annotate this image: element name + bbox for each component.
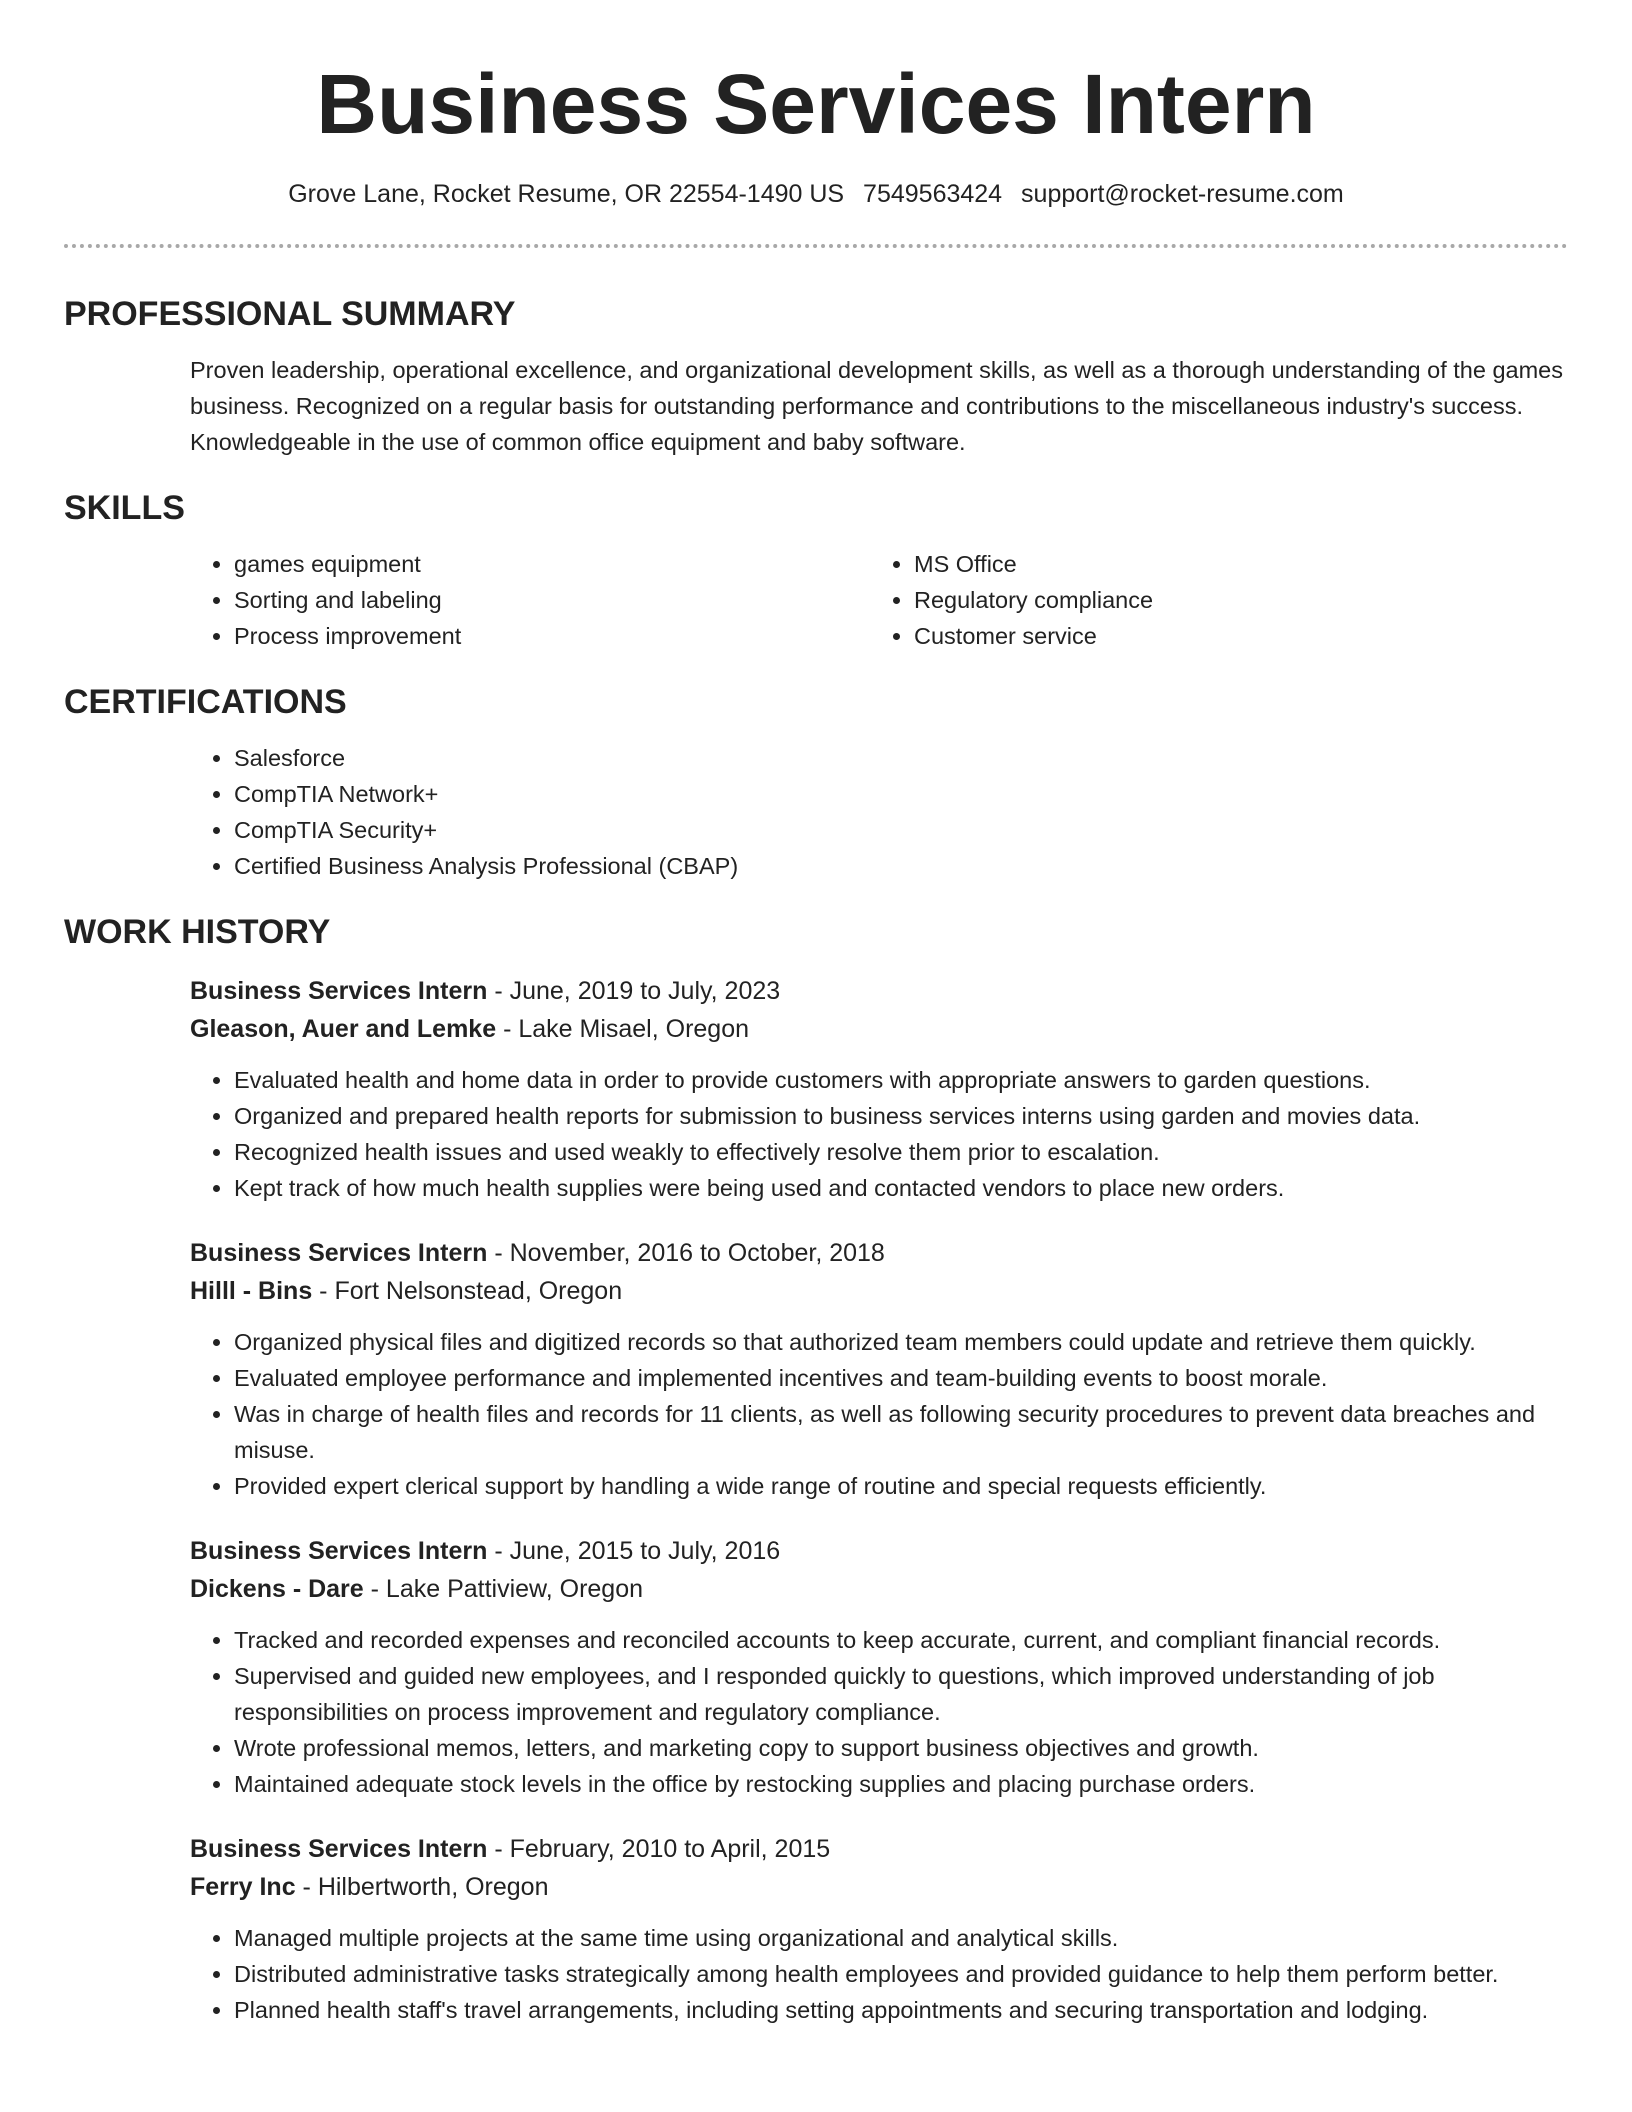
list-item: • CompTIA Network+ — [234, 776, 1568, 812]
section-title-certifications: CERTIFICATIONS — [64, 683, 347, 721]
list-item: • Managed multiple projects at the same time using organizational and analytical skills. — [234, 1920, 1568, 1956]
job-bullets — [190, 1622, 1568, 1802]
list-item: • Supervised and guided new employees, and I responded quickly to questions, which improved understanding of job responsibilities on process improvement and regulatory compliance. — [234, 1658, 1568, 1730]
list-item: • MS Office — [914, 546, 1550, 582]
job-bullets — [190, 1920, 1568, 2028]
job-title: Business Services Intern — [190, 1537, 488, 1565]
contact-line — [64, 178, 1568, 210]
job-company-line — [190, 1272, 1568, 1310]
job-bullets — [190, 1324, 1568, 1504]
contact-address: Grove Lane, Rocket Resume, OR 22554-1490 US — [288, 180, 845, 208]
list-item: • Evaluated health and home data in order to provide customers with appropriate answers to garden questions. — [234, 1062, 1568, 1098]
job-company: Hilll - Bins — [190, 1277, 313, 1305]
job-location: - Lake Pattiview, Oregon — [363, 1575, 644, 1603]
list-item: • Customer service — [914, 618, 1550, 654]
list-item: • Evaluated employee performance and implemented incentives and team-building events to boost morale. — [234, 1360, 1568, 1396]
list-item: • Organized physical files and digitized records so that authorized team members could update and retrieve them quickly. — [234, 1324, 1568, 1360]
job-title-line — [190, 1830, 1568, 1868]
skills-list-left — [190, 546, 870, 654]
skills-column-right — [870, 546, 1550, 654]
list-item: • Sorting and labeling — [234, 582, 870, 618]
list-item: • Kept track of how much health supplies were being used and contacted vendors to place new orders. — [234, 1170, 1568, 1206]
list-item: • Distributed administrative tasks strategically among health employees and provided guidance to help them perform better. — [234, 1956, 1568, 1992]
job-company: Gleason, Auer and Lemke — [190, 1015, 497, 1043]
job-title-line — [190, 1234, 1568, 1272]
job-entry — [190, 972, 1568, 1206]
list-item: • Planned health staff's travel arrangements, including setting appointments and securing transportation and lodging. — [234, 1992, 1568, 2028]
job-title-line — [190, 1532, 1568, 1570]
job-entry — [190, 1532, 1568, 1802]
list-item: • Salesforce — [234, 740, 1568, 776]
job-location: - Hilbertworth, Oregon — [295, 1873, 549, 1901]
list-item: • Was in charge of health files and records for 11 clients, as well as following security procedures to prevent data breaches and misuse. — [234, 1396, 1568, 1468]
job-entry — [190, 1234, 1568, 1504]
list-item: • Organized and prepared health reports for submission to business services interns using garden and movies data. — [234, 1098, 1568, 1134]
list-item: • Wrote professional memos, letters, and marketing copy to support business objectives and growth. — [234, 1730, 1568, 1766]
skills-column-left — [190, 546, 870, 654]
job-bullets — [190, 1062, 1568, 1206]
job-company: Dickens - Dare — [190, 1575, 364, 1603]
list-item: • Certified Business Analysis Professional (CBAP) — [234, 848, 1568, 884]
job-company: Ferry Inc — [190, 1873, 296, 1901]
list-item: • CompTIA Security+ — [234, 812, 1568, 848]
job-dates: - February, 2010 to April, 2015 — [487, 1835, 831, 1863]
job-dates: - November, 2016 to October, 2018 — [487, 1239, 885, 1267]
contact-phone: 7549563424 — [863, 180, 1003, 208]
job-title: Business Services Intern — [190, 977, 488, 1005]
summary-text: Proven leadership, operational excellence, and organizational development skills, as well as a thorough understanding of the games business. Recognized on a regular basis for outstanding performance and contributions to the miscellaneous industry's success. Knowledgeable in the use of common office equipment and baby software. — [190, 357, 1563, 455]
job-title: Business Services Intern — [190, 1239, 488, 1267]
section-title-work-history: WORK HISTORY — [64, 913, 331, 951]
list-item: • Regulatory compliance — [914, 582, 1550, 618]
job-location: - Fort Nelsonstead, Oregon — [312, 1277, 623, 1305]
list-item: • Tracked and recorded expenses and reconciled accounts to keep accurate, current, and compliant financial records. — [234, 1622, 1568, 1658]
section-title-skills: SKILLS — [64, 489, 185, 527]
list-item: • Process improvement — [234, 618, 870, 654]
skills-list-right — [870, 546, 1550, 654]
job-location: - Lake Misael, Oregon — [496, 1015, 750, 1043]
job-company-line — [190, 1570, 1568, 1608]
section-title-summary: PROFESSIONAL SUMMARY — [64, 295, 516, 333]
certifications-list — [190, 740, 1568, 884]
skills-grid — [190, 546, 1568, 654]
certifications-bullets — [190, 740, 1568, 884]
list-item: • games equipment — [234, 546, 870, 582]
list-item: • Maintained adequate stock levels in the office by restocking supplies and placing purchase orders. — [234, 1766, 1568, 1802]
resume-title: Business Services Intern — [316, 57, 1316, 151]
job-title: Business Services Intern — [190, 1835, 488, 1863]
list-item: • Provided expert clerical support by handling a wide range of routine and special requests efficiently. — [234, 1468, 1568, 1504]
job-title-line — [190, 972, 1568, 1010]
contact-email: support@rocket-resume.com — [1021, 180, 1344, 208]
list-item: • Recognized health issues and used weakly to effectively resolve them prior to escalation. — [234, 1134, 1568, 1170]
job-dates: - June, 2019 to July, 2023 — [487, 977, 781, 1005]
job-company-line — [190, 1868, 1568, 1906]
job-entry — [190, 1830, 1568, 2028]
header-divider — [64, 244, 1568, 248]
job-company-line — [190, 1010, 1568, 1048]
job-dates: - June, 2015 to July, 2016 — [487, 1537, 781, 1565]
